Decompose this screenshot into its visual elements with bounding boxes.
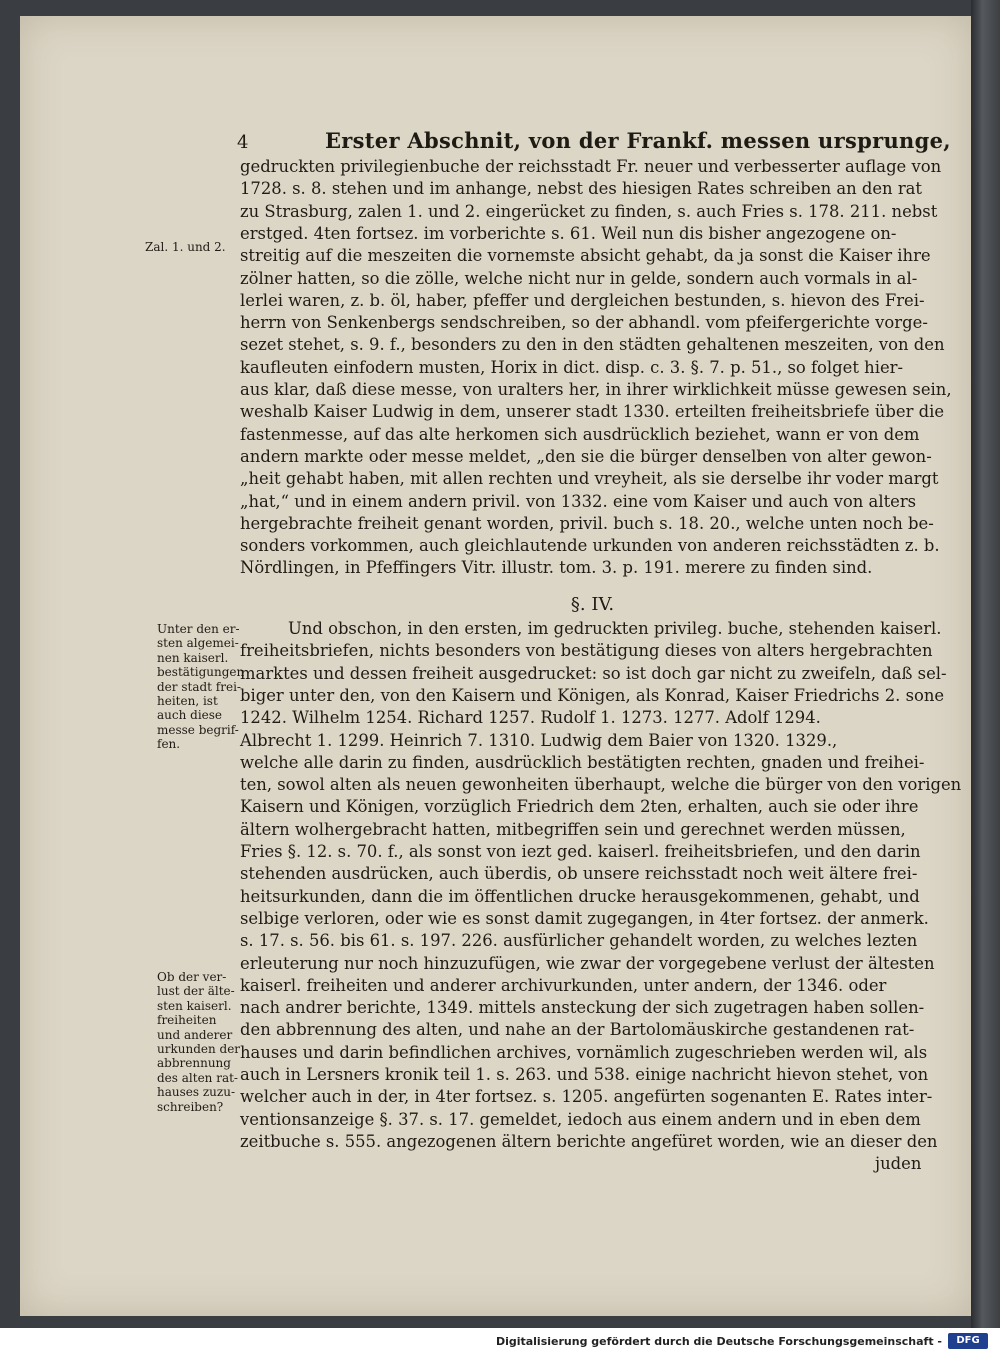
text-line: nach andrer berichte, 1349. mittels ansteckung der sich zugetragen haben sollen- bbox=[240, 998, 925, 1018]
text-line: aus klar, daß diese messe, von uralters her, in ihrer wirklichkeit müsse gewesen sein, bbox=[240, 380, 952, 399]
margin-note-line: urkunden der bbox=[157, 1042, 241, 1056]
margin-note-line: auch diese bbox=[157, 708, 223, 723]
margin-note-line: der stadt frei- bbox=[157, 679, 241, 694]
text-line: juden bbox=[875, 1154, 922, 1174]
text-line: welche alle darin zu finden, ausdrücklich bestätigten rechten, gnaden und freihei- bbox=[240, 752, 925, 772]
footer-credit: Digitalisierung gefördert durch die Deutsche Forschungsgemeinschaft - bbox=[495, 1335, 942, 1348]
margin-note-line: freiheiten bbox=[157, 1013, 217, 1028]
running-head: Erster Abschnit, von der Frankf. messen ursprunge, bbox=[325, 128, 951, 153]
margin-note-line: fen. bbox=[157, 737, 181, 752]
text-line: erstged. 4ten fortsez. im vorberichte s. 61. Weil nun dis bisher angezogene on- bbox=[240, 223, 897, 243]
text-line: marktes und dessen freiheit ausgedrucket: so ist doch gar nicht zu zweifeln, daß sel- bbox=[240, 663, 947, 683]
page-header bbox=[20, 116, 971, 156]
text-line: freiheitsbriefen, nichts besonders von bestätigung dieses von alters hergebrachten bbox=[240, 641, 933, 661]
text-line: biger unter den, von den Kaisern und Königen, als Konrad, Kaiser Friedrichs 2. sone bbox=[240, 685, 945, 705]
text-line: Albrecht 1. 1299. Heinrich 7. 1310. Ludwig dem Baier von 1320. 1329., bbox=[240, 730, 838, 750]
margin-note-line: abbrennung bbox=[157, 1056, 231, 1071]
text-line: andern markte oder messe meldet, „den sie die bürger denselben von alter gewon- bbox=[240, 446, 932, 466]
text-line: ältern wolhergebracht hatten, mitbegriffen sein und gerechnet werden müssen, bbox=[240, 819, 906, 839]
text-line: fastenmesse, auf das alte herkomen sich ausdrücklich beziehet, wann er von dem bbox=[240, 424, 920, 444]
text-line: hauses und darin befindlichen archives, vornämlich zugeschrieben werden wil, als bbox=[240, 1042, 928, 1062]
text-line: sezet stehet, s. 9. f., besonders zu den in den städten gehaltenen meszeiten, von den bbox=[240, 335, 945, 355]
text-line: zu Strasburg, zalen 1. und 2. eingerücket zu finden, s. auch Fries s. 178. 211. nebst bbox=[240, 201, 938, 221]
text-line: lerlei waren, z. b. öl, haber, pfeffer und dergleichen bestunden, s. hievon des Frei- bbox=[240, 290, 925, 310]
text-line: weshalb Kaiser Ludwig in dem, unserer stadt 1330. erteilten freiheitsbriefe über die bbox=[240, 402, 945, 422]
text-line: zeitbuche s. 555. angezogenen ältern berichte angefüret worden, wie an dieser den bbox=[240, 1131, 938, 1151]
text-line: s. 17. s. 56. bis 61. s. 197. 226. ausfürlicher gehandelt worden, zu welches lezten bbox=[240, 931, 918, 951]
text-line: welcher auch in der, in 4ter fortsez. s. 1205. angefürten sogenanten E. Rates inter- bbox=[240, 1087, 933, 1107]
text-line: kaiserl. freiheiten und anderer archivurkunden, unter andern, der 1346. oder bbox=[240, 975, 887, 995]
margin-note-line: sten algemei- bbox=[157, 636, 239, 651]
margin-note-line: lust der älte- bbox=[157, 984, 235, 999]
margin-note-line: hauses zuzu- bbox=[157, 1085, 235, 1100]
text-line: Kaisern und Königen, vorzüglich Friedrich dem 2ten, erhalten, auch sie oder ihre bbox=[240, 797, 919, 817]
margin-note-line: bestätigungen bbox=[157, 665, 245, 680]
text-line: „hat,“ und in einem andern privil. von 1332. eine vom Kaiser und auch von alters bbox=[240, 491, 917, 511]
margin-note-line: und anderer bbox=[157, 1027, 233, 1042]
text-line: zölner hatten, so die zölle, welche nicht nur in gelde, sondern auch vormals in al- bbox=[240, 268, 918, 288]
text-line: Nördlingen, in Pfeffingers Vitr. illustr. tom. 3. p. 191. merere zu finden sind. bbox=[240, 558, 873, 578]
text-line: Fries §. 12. s. 70. f., als sonst von iezt ged. kaiserl. freiheitsbriefen, und den darin bbox=[240, 842, 921, 861]
margin-note-line: messe begrif- bbox=[157, 722, 239, 737]
text-line: kaufleuten einfodern musten, Horix in dict. disp. c. 3. §. 7. p. 51., so folget hier- bbox=[240, 357, 904, 377]
text-line: selbige verloren, oder wie es sonst damit zugegangen, in 4ter fortsez. der anmerk. bbox=[240, 908, 929, 928]
section-heading: §. IV. bbox=[570, 594, 615, 615]
margin-note-line: Ob der ver- bbox=[157, 970, 227, 984]
text-line: streitig auf die meszeiten die vornemste absicht gehabt, da ja sonst die Kaiser ihre bbox=[240, 246, 931, 266]
book-page bbox=[20, 16, 971, 1316]
margin-note-line: heiten, ist bbox=[157, 694, 218, 708]
book-spine bbox=[971, 0, 1000, 1328]
text-line: „heit gehabt haben, mit allen rechten und vreyheit, als sie derselbe ihr voder margt bbox=[240, 469, 939, 489]
dfg-logo-icon: DFG bbox=[948, 1333, 988, 1349]
text-line: Und obschon, in den ersten, im gedruckten privileg. buche, stehenden kaiserl. bbox=[288, 619, 942, 638]
text-line: erleuterung nur noch hinzuzufügen, wie zwar der vorgegebene verlust der ältesten bbox=[240, 953, 935, 973]
margin-note-line: des alten rat- bbox=[157, 1070, 238, 1085]
text-line: hergebrachte freiheit genant worden, privil. buch s. 18. 20., welche unten noch be- bbox=[240, 513, 934, 533]
text-line: den abbrennung des alten, und nahe an der Bartolomäuskirche gestandenen rat- bbox=[240, 1020, 915, 1040]
margin-note-line: sten kaiserl. bbox=[157, 998, 232, 1013]
text-line: stehenden ausdrücken, auch überdis, ob unsere reichsstadt noch weit ältere frei- bbox=[240, 864, 918, 884]
text-line: ventionsanzeige §. 37. s. 17. gemeldet, iedoch aus einem andern und in eben dem bbox=[240, 1109, 921, 1129]
margin-note-line: schreiben? bbox=[157, 1099, 224, 1114]
text-line: sonders vorkommen, auch gleichlautende urkunden von anderen reichsstädten z. b. bbox=[240, 536, 940, 556]
text-line: 1728. s. 8. stehen und im anhange, nebst des hiesigen Rates schreiben an den rat bbox=[240, 179, 923, 199]
text-line: herrn von Senkenbergs sendschreiben, so der abhandl. vom pfeifergerichte vorge- bbox=[240, 313, 928, 333]
text-line: 1242. Wilhelm 1254. Richard 1257. Rudolf 1. 1273. 1277. Adolf 1294. bbox=[240, 708, 821, 728]
margin-note-line: nen kaiserl. bbox=[157, 650, 229, 665]
page-number: 4 bbox=[237, 132, 249, 153]
text-line: ten, sowol alten als neuen gewonheiten überhaupt, welche die bürger von den vorigen bbox=[240, 775, 962, 795]
text-line: auch in Lersners kronik teil 1. s. 263. und 538. einige nachricht hievon stehet, von bbox=[240, 1065, 929, 1084]
text-line: gedruckten privilegienbuche der reichsstadt Fr. neuer und verbesserter auflage von bbox=[240, 157, 942, 176]
footer-bar bbox=[0, 1328, 1000, 1355]
text-line: heitsurkunden, dann die im öffentlichen drucke herausgekommenen, gehabt, und bbox=[240, 886, 920, 906]
margin-note-1: Zal. 1. und 2. bbox=[145, 240, 226, 254]
margin-note-line: Unter den er- bbox=[157, 622, 240, 636]
